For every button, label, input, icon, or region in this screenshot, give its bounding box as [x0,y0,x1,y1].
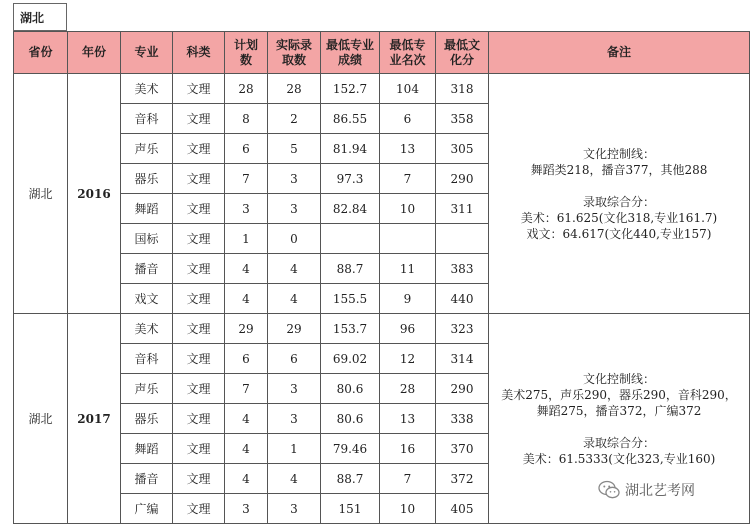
min-culture-score-cell: 318 [436,74,489,104]
min-major-rank-cell: 13 [380,404,436,434]
plan-count-cell: 29 [225,314,268,344]
min-major-score-cell: 80.6 [321,374,380,404]
plan-count-cell: 6 [225,134,268,164]
category-cell: 文理 [173,494,225,524]
min-major-rank-cell: 11 [380,254,436,284]
major-cell: 器乐 [121,164,173,194]
remarks-cell [489,74,750,314]
min-culture-score-cell [436,224,489,254]
watermark-text: 湖北艺考网 [625,483,695,499]
culture-control-line: 美术275，声乐290，器乐290，音科290， [501,387,737,402]
min-major-rank-cell: 16 [380,434,436,464]
category-cell: 文理 [173,134,225,164]
min-major-score-cell [321,224,380,254]
header-category: 科类 [173,32,225,74]
min-major-rank-cell: 7 [380,464,436,494]
actual-admit-cell: 1 [268,434,321,464]
major-cell: 广编 [121,494,173,524]
min-culture-score-cell: 370 [436,434,489,464]
min-major-score-cell: 79.46 [321,434,380,464]
major-cell: 舞蹈 [121,194,173,224]
min-major-rank-cell: 104 [380,74,436,104]
header-actual-admit: 实际录取数 [268,32,321,74]
header-min-major-rank: 最低专业名次 [380,32,436,74]
category-cell: 文理 [173,194,225,224]
min-culture-score-cell: 311 [436,194,489,224]
table-row [14,74,750,104]
min-major-rank-cell: 10 [380,494,436,524]
culture-control-line: 舞蹈275，播音372，广编372 [536,403,702,418]
actual-admit-cell: 3 [268,494,321,524]
major-cell: 器乐 [121,404,173,434]
min-major-score-cell: 80.6 [321,404,380,434]
min-major-rank-cell [380,224,436,254]
major-cell: 播音 [121,464,173,494]
header-remarks: 备注 [489,32,750,74]
plan-count-cell: 7 [225,374,268,404]
actual-admit-cell: 6 [268,344,321,374]
major-cell: 声乐 [121,134,173,164]
min-culture-score-cell: 290 [436,164,489,194]
header-min-culture-score: 最低文化分 [436,32,489,74]
min-major-score-cell: 97.3 [321,164,380,194]
header-year: 年份 [68,32,121,74]
min-culture-score-cell: 372 [436,464,489,494]
province-cell: 湖北 [14,74,68,314]
category-cell: 文理 [173,344,225,374]
min-major-score-cell: 152.7 [321,74,380,104]
major-cell: 舞蹈 [121,434,173,464]
category-cell: 文理 [173,164,225,194]
plan-count-cell: 4 [225,284,268,314]
category-cell: 文理 [173,284,225,314]
min-major-score-cell: 81.94 [321,134,380,164]
year-cell: 2017 [68,314,121,524]
min-major-rank-cell: 96 [380,314,436,344]
watermark [598,478,695,502]
actual-admit-cell: 3 [268,374,321,404]
min-major-score-cell: 153.7 [321,314,380,344]
plan-count-cell: 4 [225,434,268,464]
min-major-rank-cell: 12 [380,344,436,374]
min-major-score-cell: 69.02 [321,344,380,374]
category-cell: 文理 [173,254,225,284]
min-major-rank-cell: 13 [380,134,436,164]
major-cell: 戏文 [121,284,173,314]
plan-count-cell: 8 [225,104,268,134]
plan-count-cell: 6 [225,344,268,374]
header-plan-count: 计划数 [225,32,268,74]
major-cell: 国标 [121,224,173,254]
min-culture-score-cell: 290 [436,374,489,404]
wechat-icon [598,480,620,500]
actual-admit-cell: 5 [268,134,321,164]
actual-admit-cell: 3 [268,404,321,434]
plan-count-cell: 28 [225,74,268,104]
actual-admit-cell: 3 [268,164,321,194]
actual-admit-cell: 4 [268,464,321,494]
plan-count-cell: 3 [225,194,268,224]
composite-score-title: 录取综合分： [582,435,655,450]
min-major-rank-cell: 28 [380,374,436,404]
major-cell: 声乐 [121,374,173,404]
composite-score-line: 美术：61.5333(文化323,专业160) [522,451,716,466]
composite-score-title: 录取综合分： [582,194,655,209]
min-major-rank-cell: 9 [380,284,436,314]
admission-table [13,31,750,524]
min-major-rank-cell: 6 [380,104,436,134]
category-cell: 文理 [173,404,225,434]
min-major-rank-cell: 10 [380,194,436,224]
header-province: 省份 [14,32,68,74]
actual-admit-cell: 4 [268,254,321,284]
category-cell: 文理 [173,314,225,344]
remark-spacer [489,419,749,435]
min-major-rank-cell: 7 [380,164,436,194]
culture-control-title: 文化控制线： [582,371,655,386]
min-major-score-cell: 88.7 [321,254,380,284]
category-cell: 文理 [173,104,225,134]
major-cell: 音科 [121,104,173,134]
plan-count-cell: 4 [225,464,268,494]
major-cell: 播音 [121,254,173,284]
header-row [14,32,750,74]
min-major-score-cell: 151 [321,494,380,524]
actual-admit-cell: 28 [268,74,321,104]
min-culture-score-cell: 440 [436,284,489,314]
plan-count-cell: 3 [225,494,268,524]
major-cell: 美术 [121,314,173,344]
min-culture-score-cell: 338 [436,404,489,434]
plan-count-cell: 1 [225,224,268,254]
major-cell: 美术 [121,74,173,104]
header-major: 专业 [121,32,173,74]
min-culture-score-cell: 383 [436,254,489,284]
major-cell: 音科 [121,344,173,374]
actual-admit-cell: 4 [268,284,321,314]
actual-admit-cell: 3 [268,194,321,224]
plan-count-cell: 4 [225,254,268,284]
min-major-score-cell: 82.84 [321,194,380,224]
plan-count-cell: 7 [225,164,268,194]
min-culture-score-cell: 323 [436,314,489,344]
composite-score-line: 戏文：64.617(文化440,专业157) [526,226,712,241]
culture-control-title: 文化控制线： [582,146,655,161]
plan-count-cell: 4 [225,404,268,434]
composite-score-line: 美术：61.625(文化318,专业161.7) [520,210,718,225]
min-culture-score-cell: 358 [436,104,489,134]
year-cell: 2016 [68,74,121,314]
min-major-score-cell: 155.5 [321,284,380,314]
remark-spacer [489,178,749,194]
actual-admit-cell: 29 [268,314,321,344]
category-cell: 文理 [173,74,225,104]
min-major-score-cell: 88.7 [321,464,380,494]
header-min-major-score: 最低专业成绩 [321,32,380,74]
category-cell: 文理 [173,434,225,464]
actual-admit-cell: 2 [268,104,321,134]
min-major-score-cell: 86.55 [321,104,380,134]
culture-control-line: 舞蹈类218，播音377，其他288 [530,162,708,177]
region-title: 湖北 [13,3,67,31]
category-cell: 文理 [173,464,225,494]
actual-admit-cell: 0 [268,224,321,254]
table-row [14,314,750,344]
province-cell: 湖北 [14,314,68,524]
category-cell: 文理 [173,374,225,404]
category-cell: 文理 [173,224,225,254]
min-culture-score-cell: 314 [436,344,489,374]
min-culture-score-cell: 305 [436,134,489,164]
min-culture-score-cell: 405 [436,494,489,524]
